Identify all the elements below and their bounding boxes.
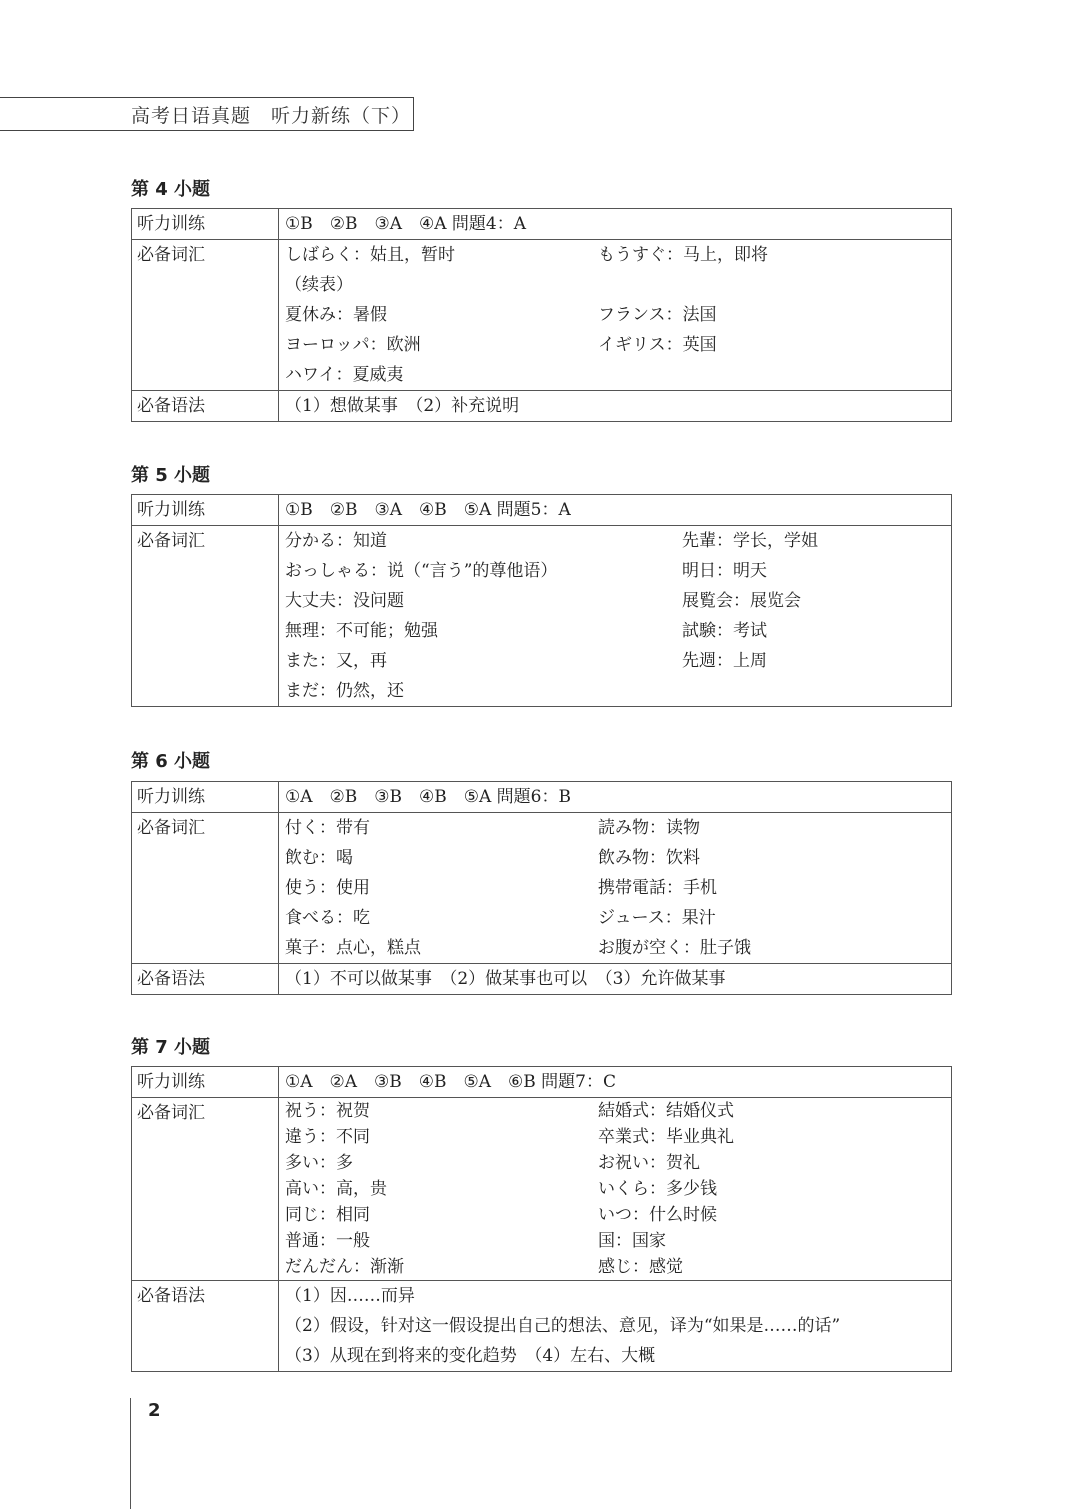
vocab-label: 必备词汇 bbox=[137, 818, 205, 838]
vocab-item: ジュース：果汁 bbox=[598, 908, 716, 928]
vocab-item: （续表） bbox=[285, 275, 353, 295]
vocab-label: 必备词汇 bbox=[137, 1103, 205, 1123]
listening-answers: ①B ②B ③A ④B ⑤A 問題5：A bbox=[285, 500, 571, 520]
section-7-table bbox=[131, 1066, 952, 1372]
vocab-item bbox=[682, 676, 951, 706]
vocab-item: 大丈夫：没问题 bbox=[285, 591, 404, 611]
grammar-line: （3）从现在到将来的变化趋势 （4）左右、大概 bbox=[285, 1346, 656, 1366]
grammar-row bbox=[132, 964, 952, 995]
vocab-item: 祝う：祝贺 bbox=[285, 1101, 370, 1121]
vocab-item: 夏休み：暑假 bbox=[285, 305, 387, 325]
vocab-item: ハワイ：夏威夷 bbox=[285, 365, 404, 385]
vocab-label: 必备词汇 bbox=[137, 245, 205, 265]
grammar-label: 必备语法 bbox=[137, 1286, 205, 1306]
vocab-item: 展覧会：展览会 bbox=[682, 591, 801, 611]
listening-answers: ①A ②B ③B ④B ⑤A 問題6：B bbox=[285, 787, 571, 807]
grammar-line: （1）不可以做某事 （2）做某事也可以 （3）允许做某事 bbox=[285, 969, 726, 989]
vocab-item: 無理：不可能；勉强 bbox=[285, 621, 438, 641]
listening-label: 听力训练 bbox=[137, 787, 205, 807]
vocab-item: お腹が空く：肚子饿 bbox=[598, 938, 751, 958]
grammar-line: （1）因……而异 bbox=[285, 1286, 415, 1306]
vocab-grid bbox=[285, 526, 951, 706]
vocab-item: 先輩：学长，学姐 bbox=[682, 531, 818, 551]
vocab-grid bbox=[285, 240, 951, 390]
vocab-item: いつ：什么时候 bbox=[598, 1205, 717, 1225]
vocab-item: 使う：使用 bbox=[285, 878, 370, 898]
vocab-item: いくら：多少钱 bbox=[598, 1179, 717, 1199]
vocab-item bbox=[598, 360, 951, 390]
vocab-item: まだ：仍然，还 bbox=[285, 681, 404, 701]
listening-row bbox=[132, 209, 952, 240]
vocab-label: 必备词汇 bbox=[137, 531, 205, 551]
vocab-item: お祝い：贺礼 bbox=[598, 1153, 700, 1173]
vocab-item: 違う：不同 bbox=[285, 1127, 370, 1147]
vocab-item: 分かる：知道 bbox=[285, 531, 387, 551]
vocab-item: 明日：明天 bbox=[682, 561, 767, 581]
vocab-item: 試験：考试 bbox=[682, 621, 767, 641]
listening-answers: ①B ②B ③A ④A 問題4：A bbox=[285, 214, 526, 234]
vocab-item: 読み物：读物 bbox=[598, 818, 700, 838]
grammar-line: （2）假设，针对这一假设提出自己的想法、意见，译为“如果是……的话” bbox=[285, 1316, 841, 1336]
section-title-4: 第 4 小题 bbox=[131, 179, 211, 200]
listening-row bbox=[132, 1067, 952, 1098]
vocab-item: 国：国家 bbox=[598, 1231, 666, 1251]
vocab-item: 先週：上周 bbox=[682, 651, 767, 671]
page-number: 2 bbox=[148, 1400, 161, 1421]
listening-label: 听力训练 bbox=[137, 500, 205, 520]
vocab-item: 付く：带有 bbox=[285, 818, 370, 838]
vocab-row bbox=[132, 526, 952, 707]
running-header-title: 高考日语真题 听力新练（下） bbox=[131, 105, 412, 127]
vocab-item: 普通：一般 bbox=[285, 1231, 370, 1251]
vocab-item bbox=[598, 270, 951, 300]
vocab-item: だんだん：渐渐 bbox=[285, 1257, 404, 1277]
section-5-table bbox=[131, 494, 952, 707]
vocab-item: 高い：高，贵 bbox=[285, 1179, 387, 1199]
grammar-label: 必备语法 bbox=[137, 969, 205, 989]
grammar-line: （1）想做某事 （2）补充说明 bbox=[285, 396, 520, 416]
vocab-item: イギリス：英国 bbox=[598, 335, 717, 355]
vocab-row bbox=[132, 813, 952, 964]
vocab-grid bbox=[285, 1098, 951, 1280]
vocab-grid bbox=[285, 813, 951, 963]
vocab-item: もうすぐ：马上，即将 bbox=[598, 245, 768, 265]
vocab-item: 同じ：相同 bbox=[285, 1205, 370, 1225]
vocab-row bbox=[132, 240, 952, 391]
page-margin-rule bbox=[130, 1398, 131, 1509]
section-title-7: 第 7 小题 bbox=[131, 1037, 211, 1058]
vocab-item: 多い：多 bbox=[285, 1153, 353, 1173]
listening-label: 听力训练 bbox=[137, 214, 205, 234]
grammar-label: 必备语法 bbox=[137, 396, 205, 416]
listening-row bbox=[132, 782, 952, 813]
section-6-table bbox=[131, 781, 952, 995]
vocab-item: おっしゃる：说（“言う”的尊他语） bbox=[285, 561, 558, 581]
grammar-row bbox=[132, 1281, 952, 1372]
vocab-item: 卒業式：毕业典礼 bbox=[598, 1127, 734, 1147]
vocab-item: 携帯電話：手机 bbox=[598, 878, 717, 898]
listening-answers: ①A ②A ③B ④B ⑤A ⑥B 問題7：C bbox=[285, 1072, 616, 1092]
vocab-item: また：又，再 bbox=[285, 651, 387, 671]
section-4-table bbox=[131, 208, 952, 422]
vocab-item: 飲み物：饮料 bbox=[598, 848, 700, 868]
listening-row bbox=[132, 495, 952, 526]
vocab-item: 菓子：点心，糕点 bbox=[285, 938, 421, 958]
listening-label: 听力训练 bbox=[137, 1072, 205, 1092]
vocab-item: 結婚式：结婚仪式 bbox=[598, 1101, 734, 1121]
vocab-item: しばらく：姑且，暂时 bbox=[285, 245, 455, 265]
vocab-item: 飲む：喝 bbox=[285, 848, 353, 868]
vocab-row bbox=[132, 1098, 952, 1281]
vocab-item: フランス：法国 bbox=[598, 305, 717, 325]
vocab-item: 感じ：感觉 bbox=[598, 1257, 683, 1277]
section-title-5: 第 5 小题 bbox=[131, 465, 211, 486]
vocab-item: ヨーロッパ：欧洲 bbox=[285, 335, 421, 355]
grammar-row bbox=[132, 391, 952, 422]
section-title-6: 第 6 小题 bbox=[131, 751, 211, 772]
vocab-item: 食べる：吃 bbox=[285, 908, 370, 928]
